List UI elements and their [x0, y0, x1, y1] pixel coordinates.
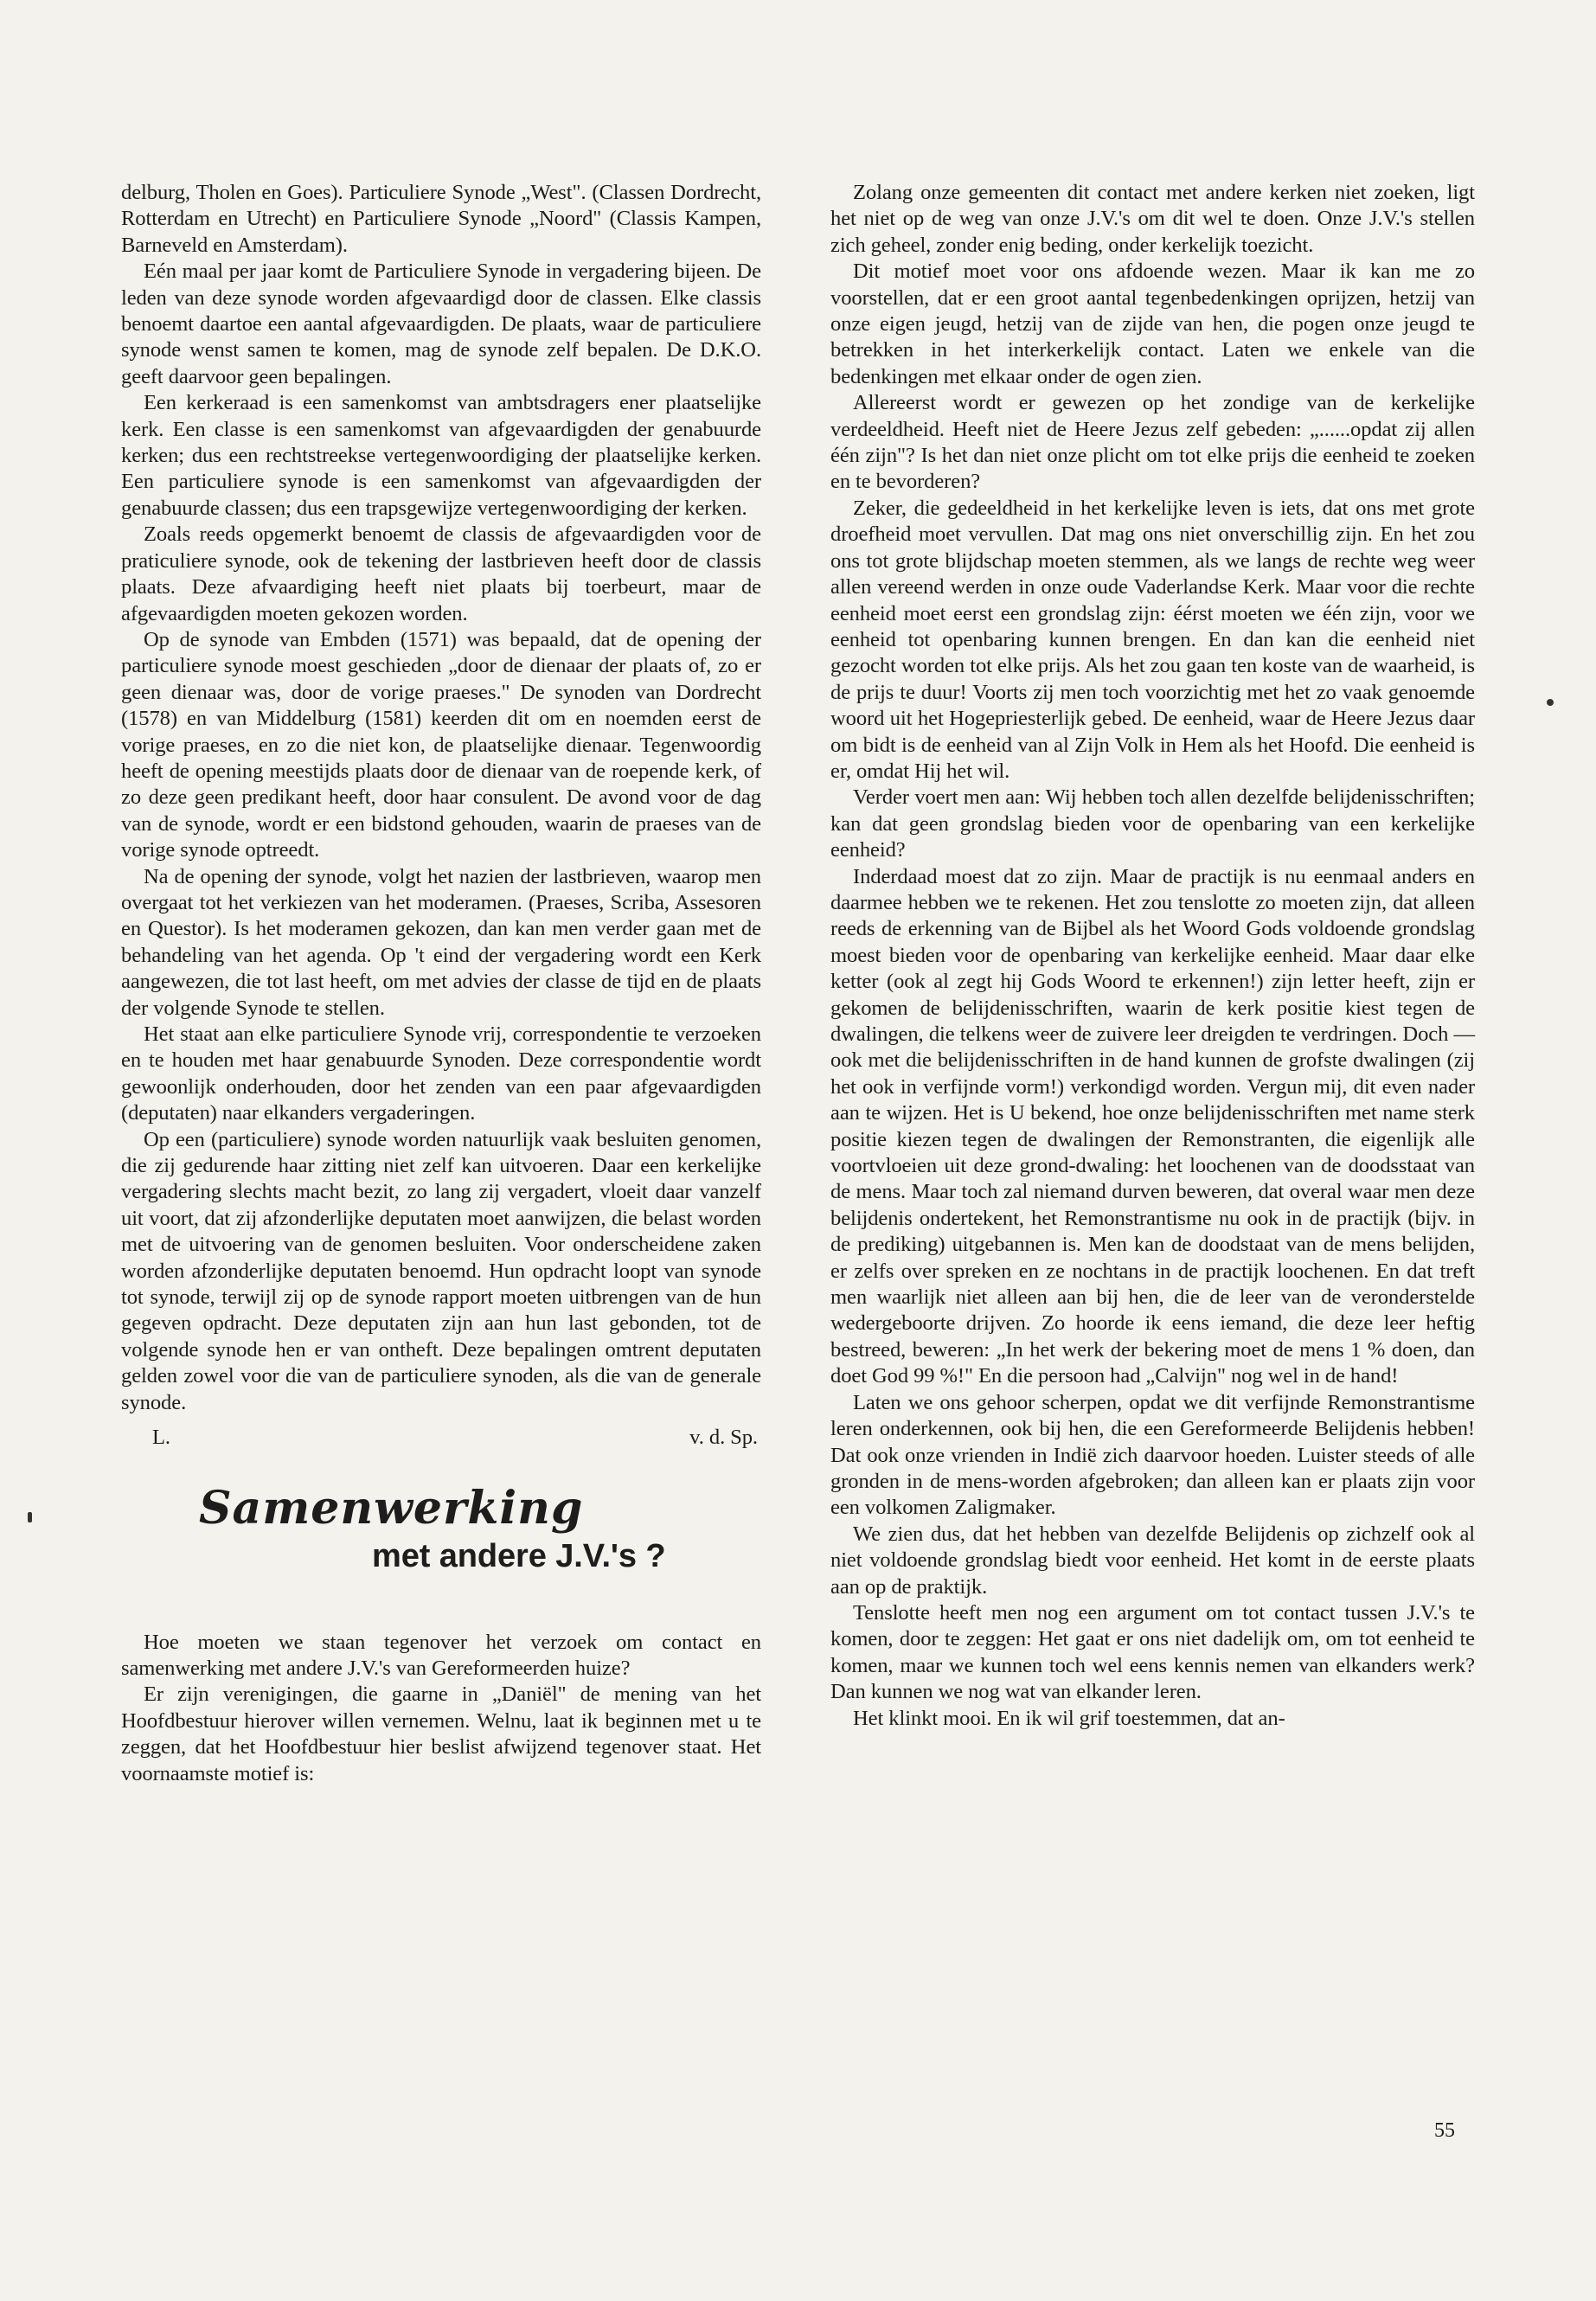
signature-author: v. d. Sp. [689, 1426, 758, 1450]
paragraph: Na de opening der synode, volgt het nazien der lastbrieven, waarop men overgaat tot het verkiezen van het moderamen. (Praeses, Scriba, Assesoren en Questor). Is het moderamen gekozen, dan kan men verder gaan met de behandeling van het agenda. Op 't eind der vergadering wordt een Kerk aangewezen, die tot last heeft, om met advies der classe de tijd en de plaats der volgende Synode te stellen. [121, 864, 761, 1020]
paragraph: Hoe moeten we staan tegenover het verzoek om contact en samenwerking met andere J.V.'s van Gereformeerden huize? [121, 1630, 761, 1680]
right-column [830, 180, 1475, 1732]
paragraph: Dit motief moet voor ons afdoende wezen. Maar ik kan me zo voorstellen, dat er een groot aantal tegenbedenkingen oprijzen, hetzij van onze eigen jeugd, hetzij van de zijde van hen, die pogen onze jeugd te betrekken in het interkerkelijk contact. Laten we enkele van die bedenkingen met elkaar onder de ogen zien. [830, 260, 1475, 388]
paragraph: Er zijn verenigingen, die gaarne in „Daniël" de mening van het Hoofdbestuur hierover willen vernemen. Welnu, laat ik beginnen met u te zeggen, dat het Hoofdbestuur hier beslist afwijzend tegenover staat. Het voornaamste motief is: [121, 1682, 761, 1785]
paragraph: Op de synode van Embden (1571) was bepaald, dat de opening der particuliere synode moest geschieden „door de dienaar der plaats of, zo er geen dienaar was, door de vorige praeses." De synoden van Dordrecht (1578) en van Middelburg (1581) keerden dit om en noemden eerst de vorige praeses, en zo die niet kon, de plaatselijke dienaar. Tegenwoordig heeft de opening meestijds plaats door de dienaar van de roepende kerk, of zo deze geen predikant heeft, door haar consulent. De avond voor de dag van de synode, wordt er een bidstond gehouden, waarin de praeses van de vorige synode optreedt. [121, 627, 761, 862]
paragraph: Tenslotte heeft men nog een argument om tot contact tussen J.V.'s te komen, door te zeggen: Het gaat er ons niet dadelijk om, om tot eenheid te komen, maar we kunnen toch wel eens kennis nemen van elkanders werk? Dan kunnen we nog wat van elkander leren. [830, 1600, 1475, 1704]
paragraph: Inderdaad moest dat zo zijn. Maar de practijk is nu eenmaal anders en daarmee hebben we te rekenen. Het zou tenslotte zo moeten zijn, dat alleen reeds de erkenning van de Bijbel als het Woord Gods voldoende grondslag moest bieden voor de openbaring van kerkelijke eenheid. Maar daar elke ketter (ook al zegt hij Gods Woord te erkennen!) zijn letter heeft, zijn er gekomen de belijdenisschriften, waarin de kerk positie kiest tegen de dwalingen, die telkens weer de zuivere leer dreigden te verdringen. Doch — ook met die belijdenisschriften in de hand kunnen de grofste dwalingen (zij het ook in verfijnde vorm!) verkondigd worden. Vergun mij, dit even nader aan te wijzen. Het is U bekend, hoe onze belijdenisschriften met name sterk positie kiezen tegen de dwalingen der Remonstranten, die eigenlijk alle voortvloeien uit deze grond-dwaling: het loochenen van de doodsstaat van de mens. Maar toch zal niemand durven beweren, dat overal waar men deze belijdenis ondertekent, het Remonstrantisme nu ook in de practijk (bijv. in de prediking) uitgebannen is. Men kan de doodstaat van de mens belijden, er zelfs over spreken en ze nochtans in de practijk loochenen. En dat treft men waarlijk niet alleen aan bij hen, die de leer van de veronderstelde wedergeboorte drijven. Zo hoorde ik eens iemand, die deze leer heftig bestreed, beweren: „In het werk der bekering moet de mens 1 % doen, dan doet God 99 %!" En die persoon had „Calvijn" nog wel in de hand! [830, 864, 1475, 1388]
page-number: 55 [1434, 2119, 1455, 2142]
paragraph: Eén maal per jaar komt de Particuliere Synode in vergadering bijeen. De leden van deze synode worden afgevaardigd door de classen. Elke classis benoemt daartoe een aantal afgevaardigden. De plaats, waar de particuliere synode wenst samen te komen, mag de synode zelf bepalen. De D.K.O. geeft daarvoor geen bepalingen. [121, 260, 761, 388]
article-heading [121, 1483, 761, 1595]
paragraph: Allereerst wordt er gewezen op het zondige van de kerkelijke verdeeldheid. Heeft niet de Heere Jezus zelf gebeden: „......opdat zij allen één zijn"? Is het dan niet onze plicht om tot elke prijs die eenheid te zoeken en te bevorderen? [830, 391, 1475, 494]
signature-row [121, 1425, 758, 1451]
paragraph: Een kerkeraad is een samenkomst van ambtsdragers ener plaatselijke kerk. Een classe is een samenkomst van afgevaardigden der genabuurde kerken; dus een rechtstreekse vertegenwoordiging der plaatselijke kerken. Een particuliere synode is een samenkomst van afgevaardigden der genabuurde classen; dus een trapsgewijze vertegenwoordiging der kerken. [121, 391, 761, 520]
heading-script: Samenwerking [199, 1481, 584, 1535]
paragraph: delburg, Tholen en Goes). Particuliere Synode „West". (Classen Dordrecht, Rotterdam en Utrecht) en Particuliere Synode „Noord" (Classis Kampen, Barneveld en Amsterdam). [121, 181, 761, 257]
left-column [121, 180, 761, 1787]
paragraph: Zolang onze gemeenten dit contact met andere kerken niet zoeken, ligt het niet op de weg van onze J.V.'s om dit wel te doen. Onze J.V.'s stellen zich geheel, zonder enig beding, onder kerkelijk toezicht. [830, 181, 1475, 257]
paragraph: Zeker, die gedeeldheid in het kerkelijke leven is iets, dat ons met grote droefheid moet vervullen. Dat mag ons niet onverschillig zijn. En het zou ons tot grote blijdschap moeten stemmen, als we langs de rechte weg weer allen vereend werden in onze oude Vaderlandse Kerk. Maar voor die rechte eenheid moet eerst een grondslag zijn: éérst moeten we één zijn, voor we eenheid tot openbaring kunnen brengen. En dan kan die eenheid niet gezocht worden tot elke prijs. Als het zou gaan ten koste van de waarheid, is de prijs te duur! Voorts zij men toch voorzichtig met het zo vaak genoemde woord uit het Hogepriesterlijk gebed. De eenheid, waar de Heere Jezus daar om bidt is de eenheid van al Zijn Volk in Hem als het Hoofd. Die eenheid is er, omdat Hij het wil. [830, 496, 1475, 783]
signature-initial: L. [152, 1426, 170, 1450]
paragraph: We zien dus, dat het hebben van dezelfde Belijdenis op zichzelf ook al niet voldoende grondslag biedt voor eenheid. Het komt in de eerste plaats aan op de praktijk. [830, 1522, 1475, 1599]
paragraph: Het klinkt mooi. En ik wil grif toestemmen, dat an- [853, 1706, 1285, 1730]
heading-subtitle: met andere J.V.'s ? [372, 1537, 666, 1574]
paragraph: Verder voert men aan: Wij hebben toch allen dezelfde belijdenisschriften; kan dat geen grondslag bieden voor de openbaring van een kerkelijke eenheid? [830, 785, 1475, 862]
paragraph: Op een (particuliere) synode worden natuurlijk vaak besluiten genomen, die zij gedurende haar zitting niet zelf kan uitvoeren. Daar een kerkelijke vergadering slechts macht bezit, zo lang zij vergadert, vloeit daar vanzelf uit voort, dat zij afzonderlijke deputaten moet aanwijzen, die belast worden met de uitvoering van de genomen besluiten. Voor onderscheidene zaken worden afzonderlijke deputaten benoemd. Hun opdracht loopt van synode tot synode, terwijl zij op de synode rapport moeten uitbrengen van de hun gegeven opdracht. Deze deputaten zijn aan hun last gebonden, tot de volgende synode hen er van ontheft. Deze bepalingen omtrent deputaten gelden zowel voor die van de particuliere synoden, als die van de generale synode. [121, 1127, 761, 1414]
binding-hole-mark [28, 1512, 32, 1522]
binding-hole-mark [1547, 699, 1554, 706]
paragraph: Laten we ons gehoor scherpen, opdat we dit verfijnde Remonstrantisme leren onderkennen, ook bij hen, die een Gereformeerde Belijdenis hebben! Dat ook onze vrienden in Indië zich daarvoor hoeden. Luister steeds of alle gronden in de mens-worden afgebroken; dan alleen kan er plaats zijn voor een volkomen Zaligmaker. [830, 1390, 1475, 1520]
paragraph: Zoals reeds opgemerkt benoemt de classis de afgevaardigden voor de praticuliere synode, ook de tekening der lastbrieven heeft door de classis plaats. Deze afvaardiging heeft niet plaats bij toerbeurt, maar de afgevaardigden moeten gekozen worden. [121, 522, 761, 625]
paragraph: Het staat aan elke particuliere Synode vrij, correspondentie te verzoeken en te houden met haar genabuurde Synoden. Deze correspondentie wordt gewoonlijk onderhouden, door het zenden van een paar afgevaardigden (deputaten) naar elkanders vergaderingen. [121, 1022, 761, 1125]
